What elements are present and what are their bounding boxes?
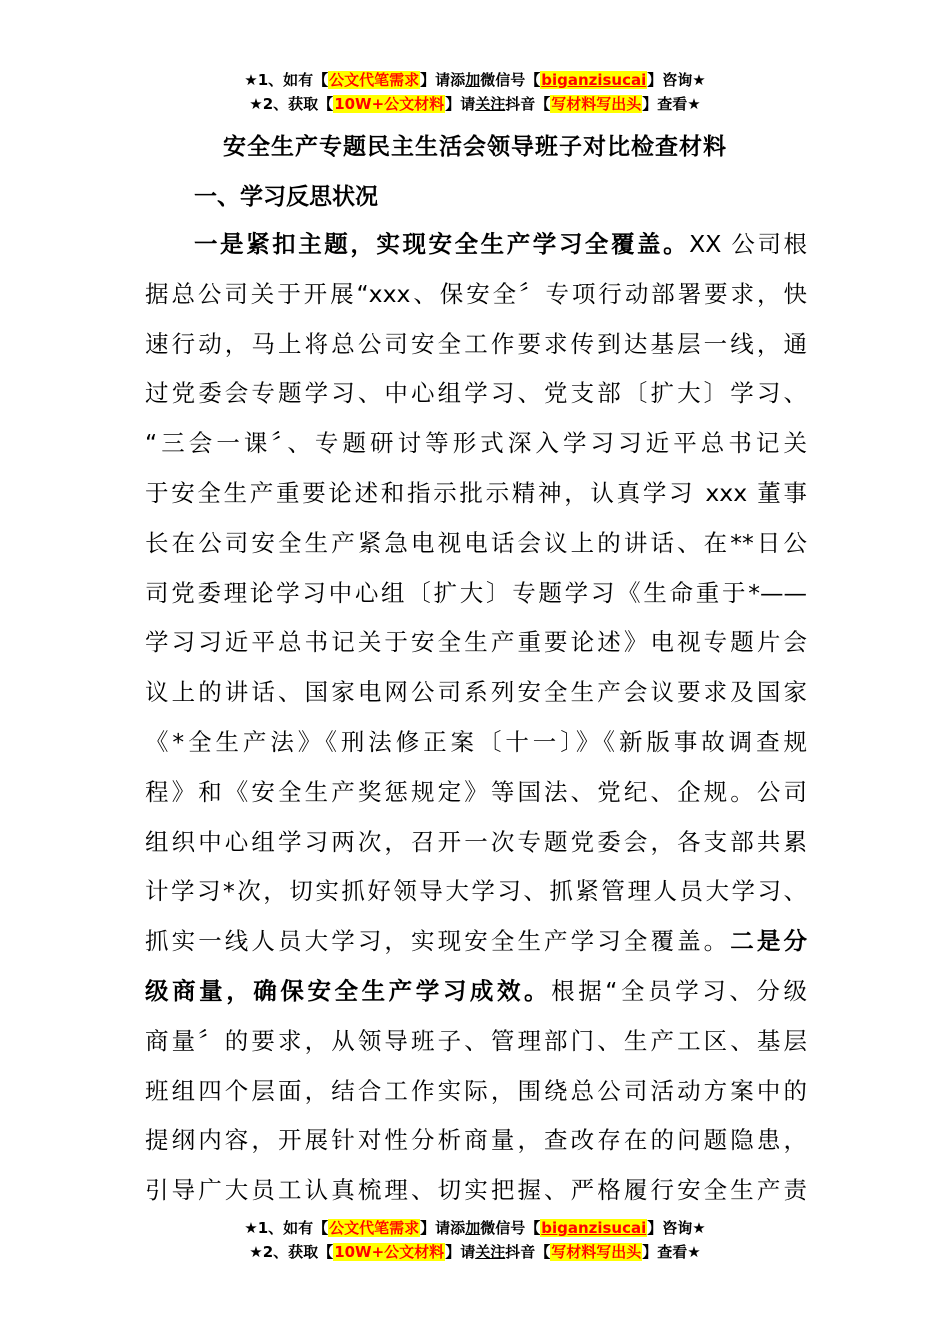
body-line: [145, 917, 807, 967]
banner-text: 抖音【: [505, 1243, 551, 1261]
body-line: 议上的讲话、国家电网公司系列安全生产会议要求及国家: [145, 678, 807, 707]
body-line: [145, 967, 807, 1017]
document-body: [145, 220, 807, 1216]
banner-text: 】请添: [420, 1219, 466, 1237]
bold-lead-text: 级商量，确保安全生产学习成效。: [145, 976, 552, 1005]
banner-text: ★1、如有【: [244, 1219, 329, 1237]
section-heading: 一、学习反思状况: [194, 184, 378, 210]
banner-highlight-wechat: biganzisucai: [541, 1219, 647, 1237]
banner-underlined-text: 加: [465, 71, 481, 89]
banner-text: 】请: [445, 95, 476, 113]
banner-highlight-wechat: biganzisucai: [541, 71, 647, 89]
body-line: 《*全生产法》《刑法修正案〔十一〕》《新版事故调查规: [145, 727, 807, 756]
banner-underlined-text: 加: [465, 1219, 481, 1237]
body-line: [145, 220, 807, 270]
top-banner: [0, 68, 950, 116]
banner-line-1: [0, 1216, 950, 1240]
banner-text: 抖音【: [505, 95, 551, 113]
body-line: 班组四个层面，结合工作实际，围绕总公司活动方案中的: [145, 1076, 807, 1105]
banner-text: 】咨询★: [647, 71, 706, 89]
body-line: 组织中心组学习两次，召开一次专题党委会，各支部共累: [145, 827, 807, 856]
body-line: 于安全生产重要论述和指示批示精神，认真学习 xxx 董事: [145, 478, 807, 507]
banner-line-1: [0, 68, 950, 92]
banner-text: ★1、如有【: [244, 71, 329, 89]
bold-lead-text: 一是紧扣主题，实现安全生产学习全覆盖。: [194, 230, 690, 258]
document-title: 安全生产专题民主生活会领导班子对比检查材料: [223, 134, 727, 160]
banner-text: 微信号【: [480, 1219, 541, 1237]
body-line: 据总公司关于开展“xxx、保安全〞专项行动部署要求，快: [145, 279, 807, 308]
body-line: 商量〞的要求，从领导班子、管理部门、生产工区、基层: [145, 1026, 807, 1055]
body-line: 过党委会专题学习、中心组学习、党支部〔扩大〕学习、: [145, 379, 807, 408]
banner-highlight-service: 公文代笔需求: [329, 1219, 420, 1237]
banner-text: 】请添: [420, 71, 466, 89]
banner-highlight-service: 公文代笔需求: [329, 71, 420, 89]
banner-highlight-materials: 10W+公文材料: [334, 95, 445, 113]
banner-text: 】查看★: [642, 95, 701, 113]
body-text: XX 公司根: [689, 230, 808, 258]
body-line: 计学习*次，切实抓好领导大学习、抓紧管理人员大学习、: [145, 877, 807, 906]
banner-text: 】咨询★: [647, 1219, 706, 1237]
body-line: “三会一课〞、专题研讨等形式深入学习习近平总书记关: [145, 429, 807, 458]
banner-underlined-text: 关注: [475, 95, 506, 113]
body-text: 抓实一线人员大学习，实现安全生产学习全覆盖。: [145, 927, 731, 956]
banner-text: 】请: [445, 1243, 476, 1261]
banner-text: 】查看★: [642, 1243, 701, 1261]
banner-text: ★2、获取【: [249, 95, 334, 113]
body-line: 司党委理论学习中心组〔扩大〕专题学习《生命重于*——: [145, 578, 807, 607]
banner-line-2: [0, 92, 950, 116]
bold-lead-text: 二是分: [730, 927, 808, 956]
banner-underlined-text: 关注: [475, 1243, 506, 1261]
body-line: 长在公司安全生产紧急电视电话会议上的讲话、在**日公: [145, 528, 807, 557]
banner-text: ★2、获取【: [249, 1243, 334, 1261]
bottom-banner: [0, 1216, 950, 1264]
body-line: 引导广大员工认真梳理、切实把握、严格履行安全生产责: [145, 1176, 807, 1205]
body-line: 速行动，马上将总公司安全工作要求传到达基层一线，通: [145, 329, 807, 358]
banner-line-2: [0, 1240, 950, 1264]
body-line: 学习习近平总书记关于安全生产重要论述》电视专题片会: [145, 628, 807, 657]
banner-highlight-douyin: 写材料写出头: [551, 1243, 642, 1261]
banner-text: 微信号【: [480, 71, 541, 89]
body-line: 提纲内容，开展针对性分析商量，查改存在的问题隐患，: [145, 1126, 807, 1155]
banner-highlight-materials: 10W+公文材料: [334, 1243, 445, 1261]
body-text: 根据“全员学习、分级: [551, 976, 807, 1005]
banner-highlight-douyin: 写材料写出头: [551, 95, 642, 113]
body-line: 程》和《安全生产奖惩规定》等国法、党纪、企规。公司: [145, 777, 807, 806]
